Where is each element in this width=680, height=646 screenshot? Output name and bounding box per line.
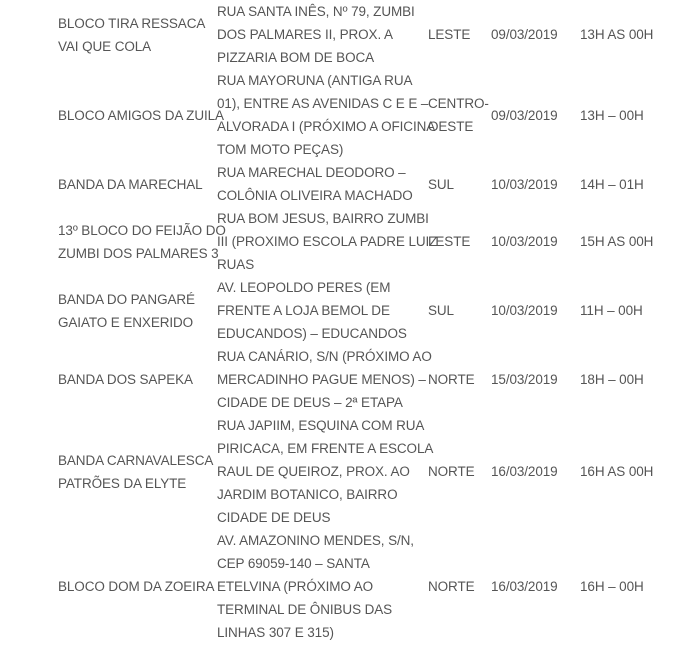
bloco-name-line: BANDA CARNAVALESCA: [58, 452, 214, 468]
zone-cell: [428, 299, 488, 322]
time-cell: 18H – 00H: [580, 372, 644, 387]
address-line: RUA MARECHAL DEODORO –: [217, 165, 406, 180]
bloco-name-cell: [58, 449, 216, 495]
bloco-name-line: VAI QUE COLA: [58, 38, 152, 54]
zone-line: OESTE: [428, 119, 474, 134]
address-line: RUAS: [217, 257, 255, 272]
address-line: 01), ENTRE AS AVENIDAS C E E –: [217, 96, 429, 111]
address-line: RUA BOM JESUS, BAIRRO ZUMBI: [217, 211, 429, 226]
address-line: ETELVINA (PRÓXIMO AO: [217, 579, 374, 594]
address-line: III (PROXIMO ESCOLA PADRE LUIZ: [217, 234, 438, 249]
time-cell: 15H AS 00H: [580, 234, 654, 249]
time-cell: 14H – 01H: [580, 176, 644, 192]
address-line: AV. LEOPOLDO PERES (EM: [217, 280, 391, 295]
address-cell: [217, 69, 436, 161]
date-cell: 16/03/2019: [491, 579, 558, 594]
zone-line: NORTE: [428, 579, 475, 594]
address-cell: [217, 276, 426, 345]
address-line: CIDADE DE DEUS – 2ª ETAPA: [217, 395, 403, 410]
table-row: [0, 276, 680, 345]
table-row: [0, 69, 680, 161]
date-cell: 09/03/2019: [491, 107, 558, 123]
address-line: RUA CANÁRIO, S/N (PRÓXIMO AO: [217, 349, 432, 364]
address-line: EDUCANDOS) – EDUCANDOS: [217, 326, 407, 341]
address-line: PIRICACA, EM FRENTE A ESCOLA: [217, 441, 434, 456]
bloco-name-line: PATRÕES DA ELYTE: [58, 475, 187, 491]
bloco-name-cell: [58, 12, 216, 58]
date-cell: 10/03/2019: [491, 234, 558, 249]
zone-cell: [428, 23, 488, 46]
bloco-name-line: BANDA DA MARECHAL: [58, 176, 203, 192]
zone-cell: [428, 230, 488, 253]
bloco-name-cell: [58, 368, 216, 391]
table-row: [0, 0, 680, 69]
address-line: JARDIM BOTANICO, BAIRRO: [217, 487, 398, 502]
bloco-name-cell: [58, 104, 224, 127]
bloco-name-line: 13º BLOCO DO FEIJÃO DO: [58, 222, 226, 238]
zone-line: NORTE: [428, 372, 475, 387]
bloco-name-line: BLOCO AMIGOS DA ZUILA: [58, 107, 224, 123]
zone-cell: [428, 575, 488, 598]
date-cell: 15/03/2019: [491, 372, 558, 387]
zone-cell: [428, 92, 488, 138]
time-cell: 16H AS 00H: [580, 464, 654, 479]
address-line: FRENTE A LOJA BEMOL DE: [217, 303, 390, 318]
bloco-name-line: BANDA DOS SAPEKA: [58, 372, 193, 387]
address-cell: [217, 345, 432, 414]
zone-line: CENTRO-: [428, 96, 489, 111]
zone-cell: [428, 368, 488, 391]
bloco-name-line: ZUMBI DOS PALMARES 3: [58, 245, 219, 261]
address-cell: [217, 529, 426, 644]
time-cell: 13H AS 00H: [580, 27, 654, 42]
date-cell: 10/03/2019: [491, 176, 558, 192]
address-line: PIZZARIA BOM DE BOCA: [217, 50, 375, 65]
address-line: AV. AMAZONINO MENDES, S/N,: [217, 533, 414, 548]
bloco-name-cell: [58, 575, 216, 598]
table-row: [0, 207, 680, 276]
bloco-name-line: BLOCO DOM DA ZOEIRA: [58, 579, 215, 594]
date-cell: 16/03/2019: [491, 464, 558, 479]
address-line: RUA SANTA INÊS, Nº 79, ZUMBI: [217, 4, 415, 19]
address-line: DOS PALMARES II, PROX. A: [217, 27, 393, 42]
zone-line: NORTE: [428, 464, 475, 479]
zone-cell: [428, 460, 488, 483]
zone-line: SUL: [428, 303, 454, 318]
date-cell: 09/03/2019: [491, 27, 558, 42]
address-line: LINHAS 307 E 315): [217, 625, 334, 640]
address-line: ALVORADA I (PRÓXIMO A OFICINA: [217, 119, 436, 134]
address-line: RAUL DE QUEIROZ, PROX. AO: [217, 464, 410, 479]
bloco-name-line: BANDA DO PANGARÉ: [58, 291, 195, 307]
zone-line: LESTE: [428, 27, 471, 42]
time-cell: 13H – 00H: [580, 107, 644, 123]
bloco-name-cell: [58, 288, 216, 334]
address-line: TOM MOTO PEÇAS): [217, 142, 344, 157]
address-line: TERMINAL DE ÔNIBUS DAS: [217, 602, 393, 617]
address-cell: [217, 207, 438, 276]
address-cell: [217, 0, 426, 69]
date-cell: 10/03/2019: [491, 303, 558, 318]
table-row: [0, 161, 680, 207]
address-cell: [217, 414, 434, 529]
table-row: [0, 414, 680, 529]
address-line: CIDADE DE DEUS: [217, 510, 331, 525]
zone-cell: [428, 173, 488, 196]
bloco-name-line: GAIATO E ENXERIDO: [58, 314, 194, 330]
address-cell: [217, 161, 426, 207]
address-line: CEP 69059-140 – SANTA: [217, 556, 370, 571]
bloco-name-cell: [58, 219, 226, 265]
table-row: [0, 529, 680, 644]
time-cell: 16H – 00H: [580, 579, 644, 594]
time-cell: 11H – 00H: [580, 303, 643, 318]
table-row: [0, 345, 680, 414]
address-line: RUA MAYORUNA (ANTIGA RUA: [217, 73, 413, 88]
zone-line: SUL: [428, 176, 454, 192]
address-line: COLÔNIA OLIVEIRA MACHADO: [217, 188, 413, 203]
address-line: RUA JAPIIM, ESQUINA COM RUA: [217, 418, 425, 433]
zone-line: LESTE: [428, 234, 471, 249]
bloco-name-cell: [58, 173, 216, 196]
address-line: MERCADINHO PAGUE MENOS) –: [217, 372, 426, 387]
bloco-name-line: BLOCO TIRA RESSACA: [58, 15, 206, 31]
